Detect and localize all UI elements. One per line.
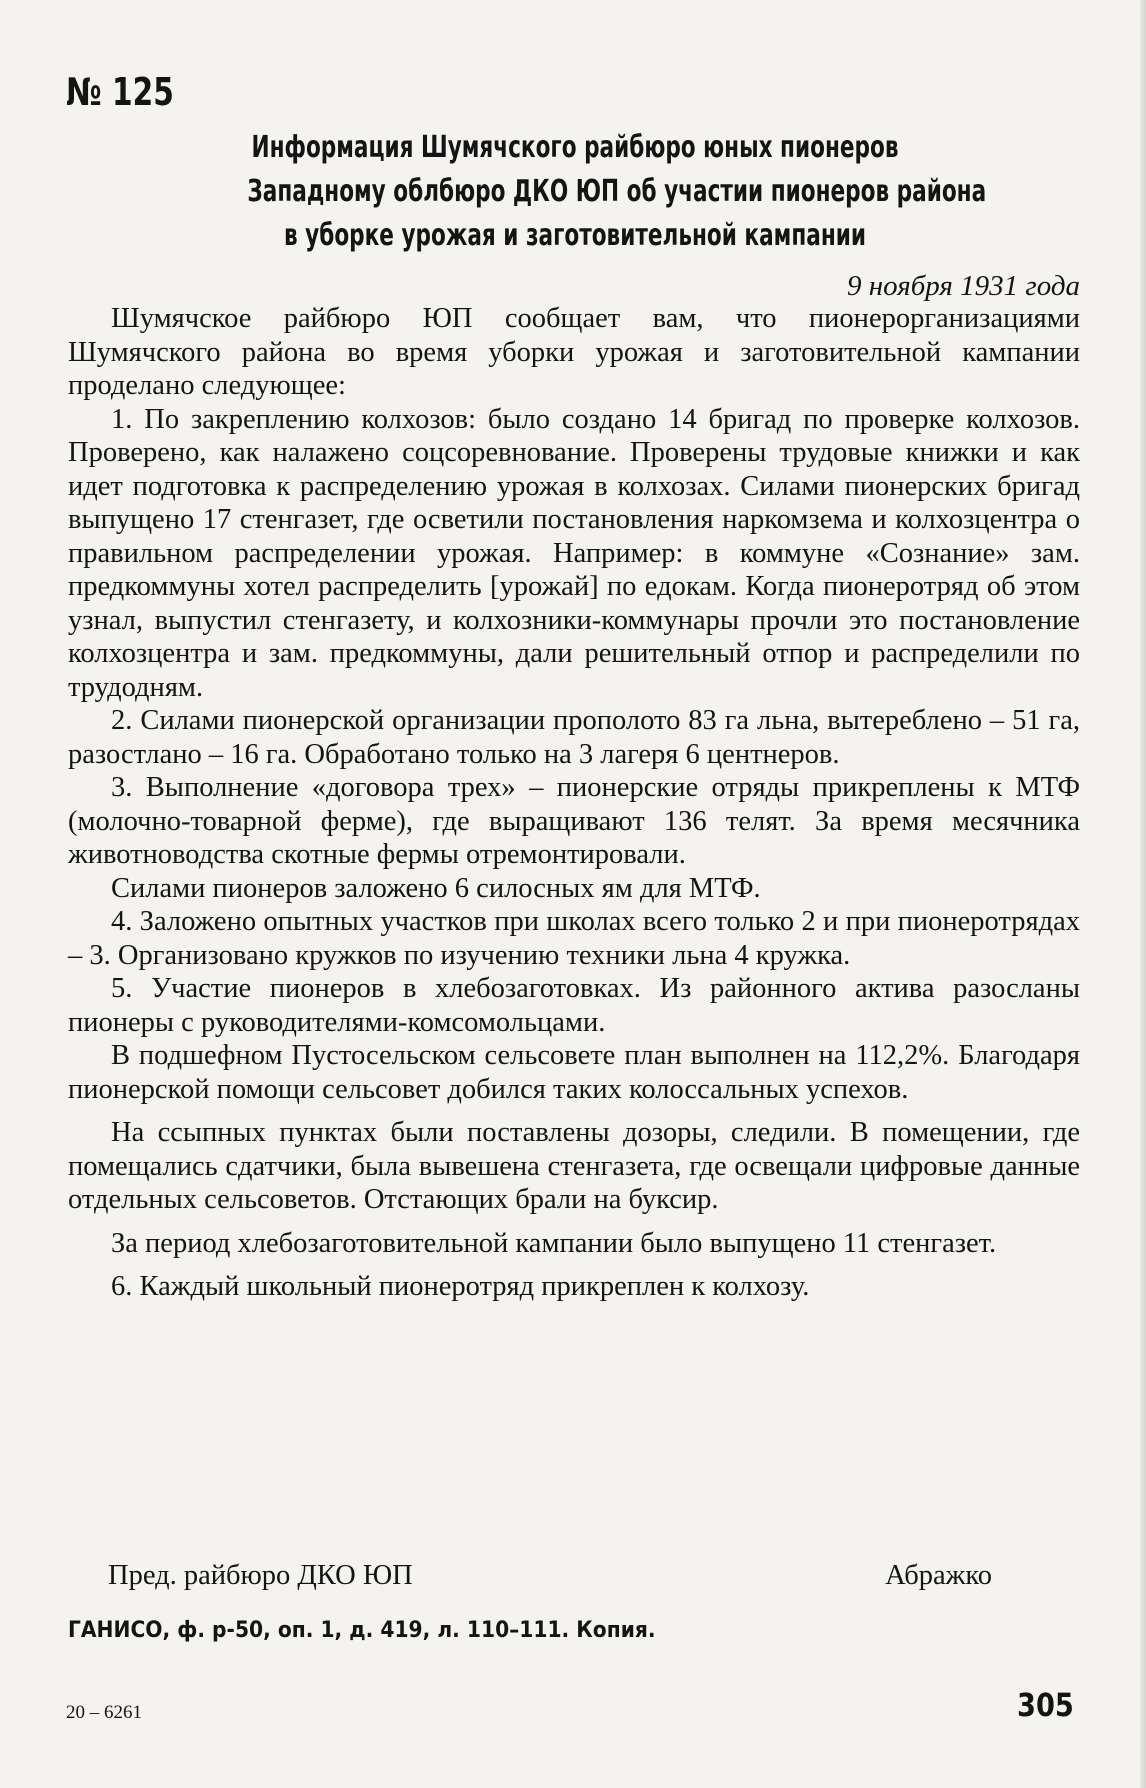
paragraph: В подшефном Пустосельском сельсовете план выполнен на 112,2%. Благодаря пионерской помощи сельсовет добился таких колоссальных успехов. — [68, 1040, 1080, 1105]
paragraph: 4. Заложено опытных участков при школах всего только 2 и при пионеротрядах – 3. Организовано кружков по изучению техники льна 4 кружка. — [68, 906, 1080, 971]
paragraph: 2. Силами пионерской организации прополото 83 га льна, вытереблено – 51 га, разостлано – 16 га. Обработано только на 3 лагеря 6 центнеров. — [68, 705, 1080, 770]
paragraph: 3. Выполнение «договора трех» – пионерские отряды прикреплены к МТФ (молочно-товарной ферме), где выращивают 136 телят. За время месячника животноводства скотные фермы отремонтировали. — [68, 772, 1080, 870]
document-title — [120, 126, 1030, 258]
page-number: 305 — [1017, 1686, 1074, 1724]
paragraph: Шумячское райбюро ЮП сообщает вам, что пионерорганизациями Шумячского района во время уборки урожая и заготовительной кампании проделано следующее: — [68, 303, 1080, 401]
signer-name: Абражко — [885, 1560, 992, 1591]
title-line: Информация Шумячского райбюро юных пионеров — [251, 130, 899, 165]
paragraph: 6. Каждый школьный пионеротряд прикреплен к колхозу. — [111, 1271, 810, 1302]
title-line: Западному облбюро ДКО ЮП об участии пионеров района — [247, 174, 987, 209]
document-number: № 125 — [66, 70, 174, 114]
paragraph: 5. Участие пионеров в хлебозаготовках. Из районного актива разосланы пионеры с руководителями-комсомольцами. — [68, 973, 1080, 1038]
document-body — [68, 302, 1080, 1304]
paragraph: 1. По закреплению колхозов: было создано 14 бригад по проверке колхозов. Проверено, как налажено соцсоревнование. Проверены трудовые книжки и как идет подготовка к распределению урожая в колхозах. Силами пионерских бригад выпущено 17 стенгазет, где осветили постановления наркомзема и колхозцентра о правильном распределении урожая. Например: в коммуне «Сознание» зам. предкоммуны хотел распределить [урожай] по едокам. Когда пионеротряд об этом узнал, выпустил стенгазету, и колхозники-коммунары прочли это постановление колхозцентра и зам. предкоммуны, дали решительный отпор и распределили по трудодням. — [68, 403, 1080, 703]
signature-line — [108, 1560, 992, 1592]
page-edge — [1140, 0, 1146, 1788]
paragraph: Силами пионеров заложено 6 силосных ям для МТФ. — [111, 872, 761, 904]
paragraph: На ссыпных пунктах были поставлены дозоры, следили. В помещении, где помещались сдатчики, была вывешена стенгазета, где освещали цифровые данные отдельных сельсоветов. Отстающих брали на буксир. — [68, 1117, 1080, 1215]
document-date: 9 ноября 1931 года — [846, 270, 1080, 302]
signer-position: Пред. райбюро ДКО ЮП — [108, 1560, 413, 1591]
title-line: в уборке урожая и заготовительной кампании — [283, 218, 867, 253]
archive-source: ГАНИСО, ф. р-50, оп. 1, д. 419, л. 110–111. Копия. — [68, 1618, 656, 1643]
paragraph: За период хлебозаготовительной кампании было выпущено 11 стенгазет. — [111, 1227, 997, 1259]
sheet-code: 20 – 6261 — [66, 1702, 142, 1723]
